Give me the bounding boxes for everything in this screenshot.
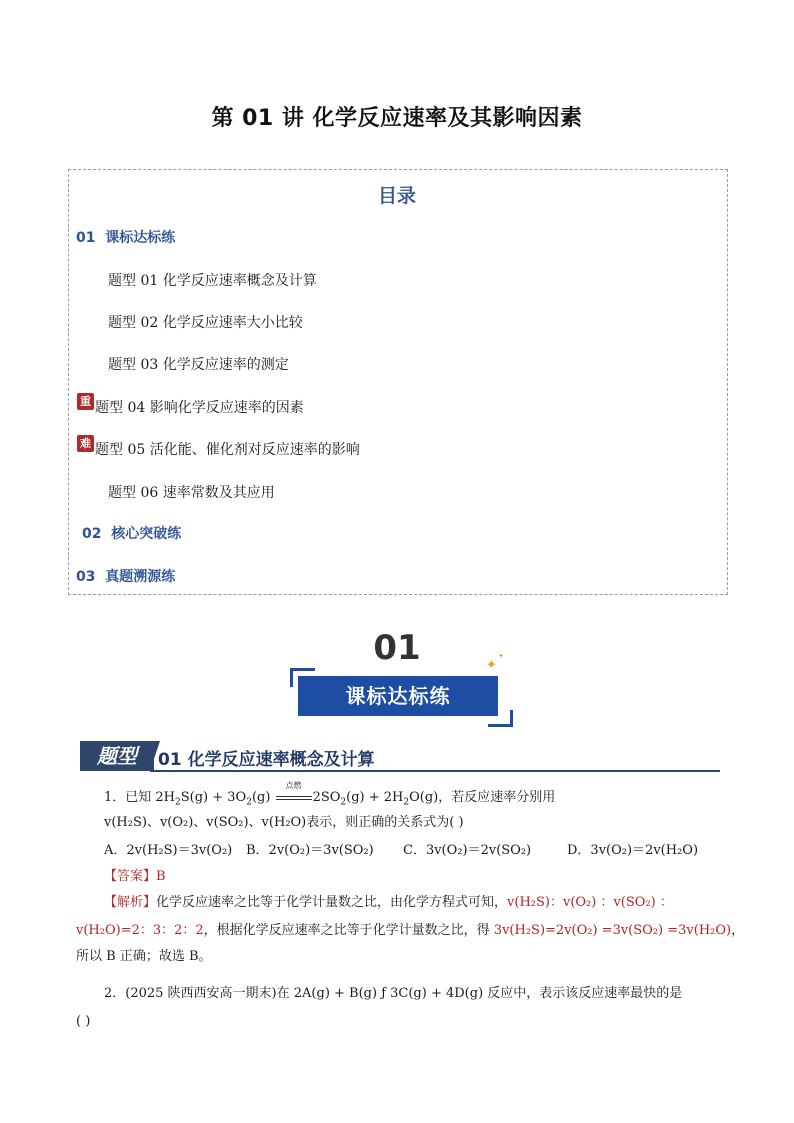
q1-stem: 1．已知 $2H_2S(g) + 3O_2(g)$ 点燃 $2SO_2(g) + 2H_2O(g)$，若反应速率分别用 <box>104 781 556 808</box>
sparkle-icon: ✦ <box>486 658 497 673</box>
reaction-condition: 点燃 <box>285 781 302 790</box>
difficult-badge: 难 <box>77 435 94 452</box>
q1-analysis-line3: 所以 B 正确；故选 B。 <box>76 949 212 964</box>
q1-option-a[interactable]: A．2v(H₂S)＝3v(O₂) <box>104 843 233 858</box>
q2-stem: 2．(2025 陕西西安高一期末)在 2A(g) + B(g) ƒ 3C(g) + 4D(g) 反应中，表示该反应速率最快的是 <box>104 986 683 1001</box>
toc-section-01[interactable] <box>76 227 175 247</box>
toc-section-label: 核心突破练 <box>111 526 182 542</box>
q1-analysis-line2: v(H₂O)=2：3：2：2，根据化学反应速率之比等于化学计量数之比，得 3v(H₂S)=2v(O₂) =3v(SO₂) =3v(H₂O)， <box>76 923 745 938</box>
type-underline <box>150 770 720 772</box>
toc-section-num: 03 <box>76 569 96 585</box>
q1-option-c[interactable]: C．3v(O₂)＝2v(SO₂) <box>403 843 532 858</box>
toc-item-4[interactable]: 题型 04 影响化学反应速率的因素 <box>95 400 304 416</box>
toc-section-num: 01 <box>76 230 96 246</box>
section-number: 01 <box>373 628 421 668</box>
toc-item-6[interactable]: 题型 06 速率常数及其应用 <box>108 485 275 501</box>
toc-section-num: 02 <box>82 526 102 542</box>
toc-section-label: 真题溯源练 <box>105 569 176 585</box>
toc-item-5[interactable]: 题型 05 活化能、催化剂对反应速率的影响 <box>95 442 360 458</box>
q2-paren: ( ) <box>76 1014 91 1029</box>
q1-analysis-line1: 【解析】化学反应速率之比等于化学计量数之比，由化学方程式可知，v(H₂S)：v(O₂) ：v(SO₂) ： <box>104 895 673 910</box>
q1-option-d[interactable]: D．3v(O₂)＝2v(H₂O) <box>567 843 699 858</box>
type-title: 01 化学反应速率概念及计算 <box>158 750 375 770</box>
section-banner: 课标达标练 <box>298 676 498 716</box>
document-title: 第 01 讲 化学反应速率及其影响因素 <box>211 106 583 131</box>
toc-item-1[interactable]: 题型 01 化学反应速率概念及计算 <box>108 273 317 289</box>
toc-section-02[interactable] <box>82 523 181 543</box>
key-point-badge: 重 <box>77 393 94 410</box>
toc-item-3[interactable]: 题型 03 化学反应速率的测定 <box>108 357 289 373</box>
q1-stem-line2: v(H₂S)、v(O₂)、v(SO₂)、v(H₂O)表示，则正确的关系式为( ) <box>104 815 464 830</box>
reaction-equals-arrow <box>276 796 312 800</box>
toc-item-2[interactable]: 题型 02 化学反应速率大小比较 <box>108 315 303 331</box>
q1-answer: 【答案】B <box>104 869 166 884</box>
type-tag: 题型 <box>80 741 154 771</box>
q1-option-b[interactable]: B．2v(O₂)＝3v(SO₂) <box>246 843 374 858</box>
toc-section-03[interactable] <box>76 566 175 586</box>
toc-heading: 目录 <box>377 185 416 207</box>
sparkle-small-icon: ✦ <box>498 652 504 660</box>
toc-section-label: 课标达标练 <box>105 230 176 246</box>
